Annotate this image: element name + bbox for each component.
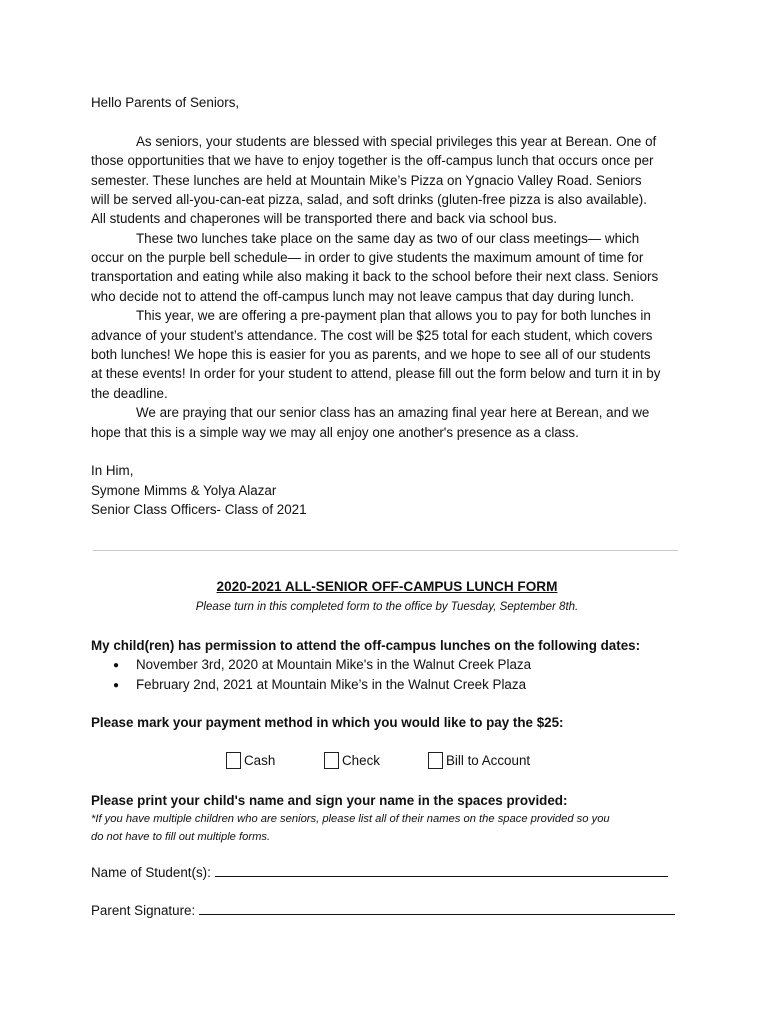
bullet-icon: ●	[113, 680, 120, 691]
payment-option-bill-to-account[interactable]	[428, 752, 530, 769]
paragraph-line: occur on the purple bell schedule— in order to give students the maximum amount of time for	[91, 250, 644, 265]
payment-option-cash[interactable]	[226, 752, 275, 769]
form-title: 2020-2021 ALL-SENIOR OFF-CAMPUS LUNCH FORM	[216, 579, 558, 594]
date-list-item	[113, 655, 531, 675]
names-heading: Please print your child's name and sign your name in the spaces provided:	[91, 793, 568, 808]
checkbox[interactable]	[226, 752, 241, 769]
student-name-field[interactable]	[91, 865, 668, 880]
divider	[93, 550, 678, 551]
paragraph-line: We are praying that our senior class has an amazing final year here at Berean, and we	[136, 405, 650, 420]
date-label: February 2nd, 2021 at Mountain Mike’s in the Walnut Creek Plaza	[136, 677, 527, 692]
paragraph-line: those opportunities that we have to enjoy together is the off-campus lunch that occurs once per	[91, 153, 654, 168]
paragraph-line: advance of your student’s attendance. The cost will be $25 total for each student, which covers	[91, 328, 653, 343]
date-list-item	[113, 675, 526, 695]
paragraph-line: both lunches! We hope this is easier for you as parents, and we hope to see all of our students	[91, 347, 651, 362]
note-line: *If you have multiple children who are seniors, please list all of their names on the space provided so you	[91, 813, 610, 825]
student-name-label: Name of Student(s):	[91, 865, 211, 880]
checkbox[interactable]	[324, 752, 339, 769]
date-label: November 3rd, 2020 at Mountain Mike's in the Walnut Creek Plaza	[136, 657, 532, 672]
paragraph-line: will be served all-you-can-eat pizza, salad, and soft drinks (gluten-free pizza is also available).	[91, 192, 647, 207]
paragraph-line: transportation and eating while also making it back to the school before their next class. Seniors	[91, 269, 659, 284]
option-label: Cash	[244, 753, 276, 768]
parent-signature-line[interactable]	[199, 913, 675, 915]
paragraph-line: at these events! In order for your student to attend, please fill out the form below and turn it in by	[91, 366, 661, 381]
payment-heading: Please mark your payment method in which you would like to pay the $25:	[91, 715, 564, 730]
paragraph-line: As seniors, your students are blessed with special privileges this year at Berean. One of	[136, 134, 657, 149]
parent-signature-field[interactable]	[91, 903, 675, 918]
note-line: do not have to fill out multiple forms.	[91, 831, 271, 843]
paragraph-line: All students and chaperones will be transported there and back via school bus.	[91, 211, 557, 226]
checkbox[interactable]	[428, 752, 443, 769]
student-name-line[interactable]	[215, 875, 668, 877]
closing: In Him,	[91, 463, 134, 478]
paragraph-line: hope that this is a simple way we may all enjoy one another's presence as a class.	[91, 425, 579, 440]
paragraph-line: These two lunches take place on the same day as two of our class meetings— which	[136, 231, 640, 246]
signers: Symone Mimms & Yolya Alazar	[91, 483, 277, 498]
option-label: Bill to Account	[446, 753, 531, 768]
option-label: Check	[342, 753, 380, 768]
paragraph-line: semester. These lunches are held at Mountain Mike’s Pizza on Ygnacio Valley Road. Seniors	[91, 173, 642, 188]
permission-heading: My child(ren) has permission to attend the off-campus lunches on the following dates:	[91, 638, 641, 653]
parent-signature-label: Parent Signature:	[91, 903, 196, 918]
signer-title: Senior Class Officers- Class of 2021	[91, 502, 307, 517]
greeting: Hello Parents of Seniors,	[91, 95, 240, 110]
form-subtitle: Please turn in this completed form to the office by Tuesday, September 8th.	[195, 601, 579, 613]
payment-option-check[interactable]	[324, 752, 380, 769]
paragraph-line: This year, we are offering a pre-payment plan that allows you to pay for both lunches in	[136, 308, 651, 323]
bullet-icon: ●	[113, 660, 120, 671]
paragraph-line: who decide not to attend the off-campus lunch may not leave campus that day during lunch.	[91, 289, 635, 304]
paragraph-line: the deadline.	[91, 386, 168, 401]
